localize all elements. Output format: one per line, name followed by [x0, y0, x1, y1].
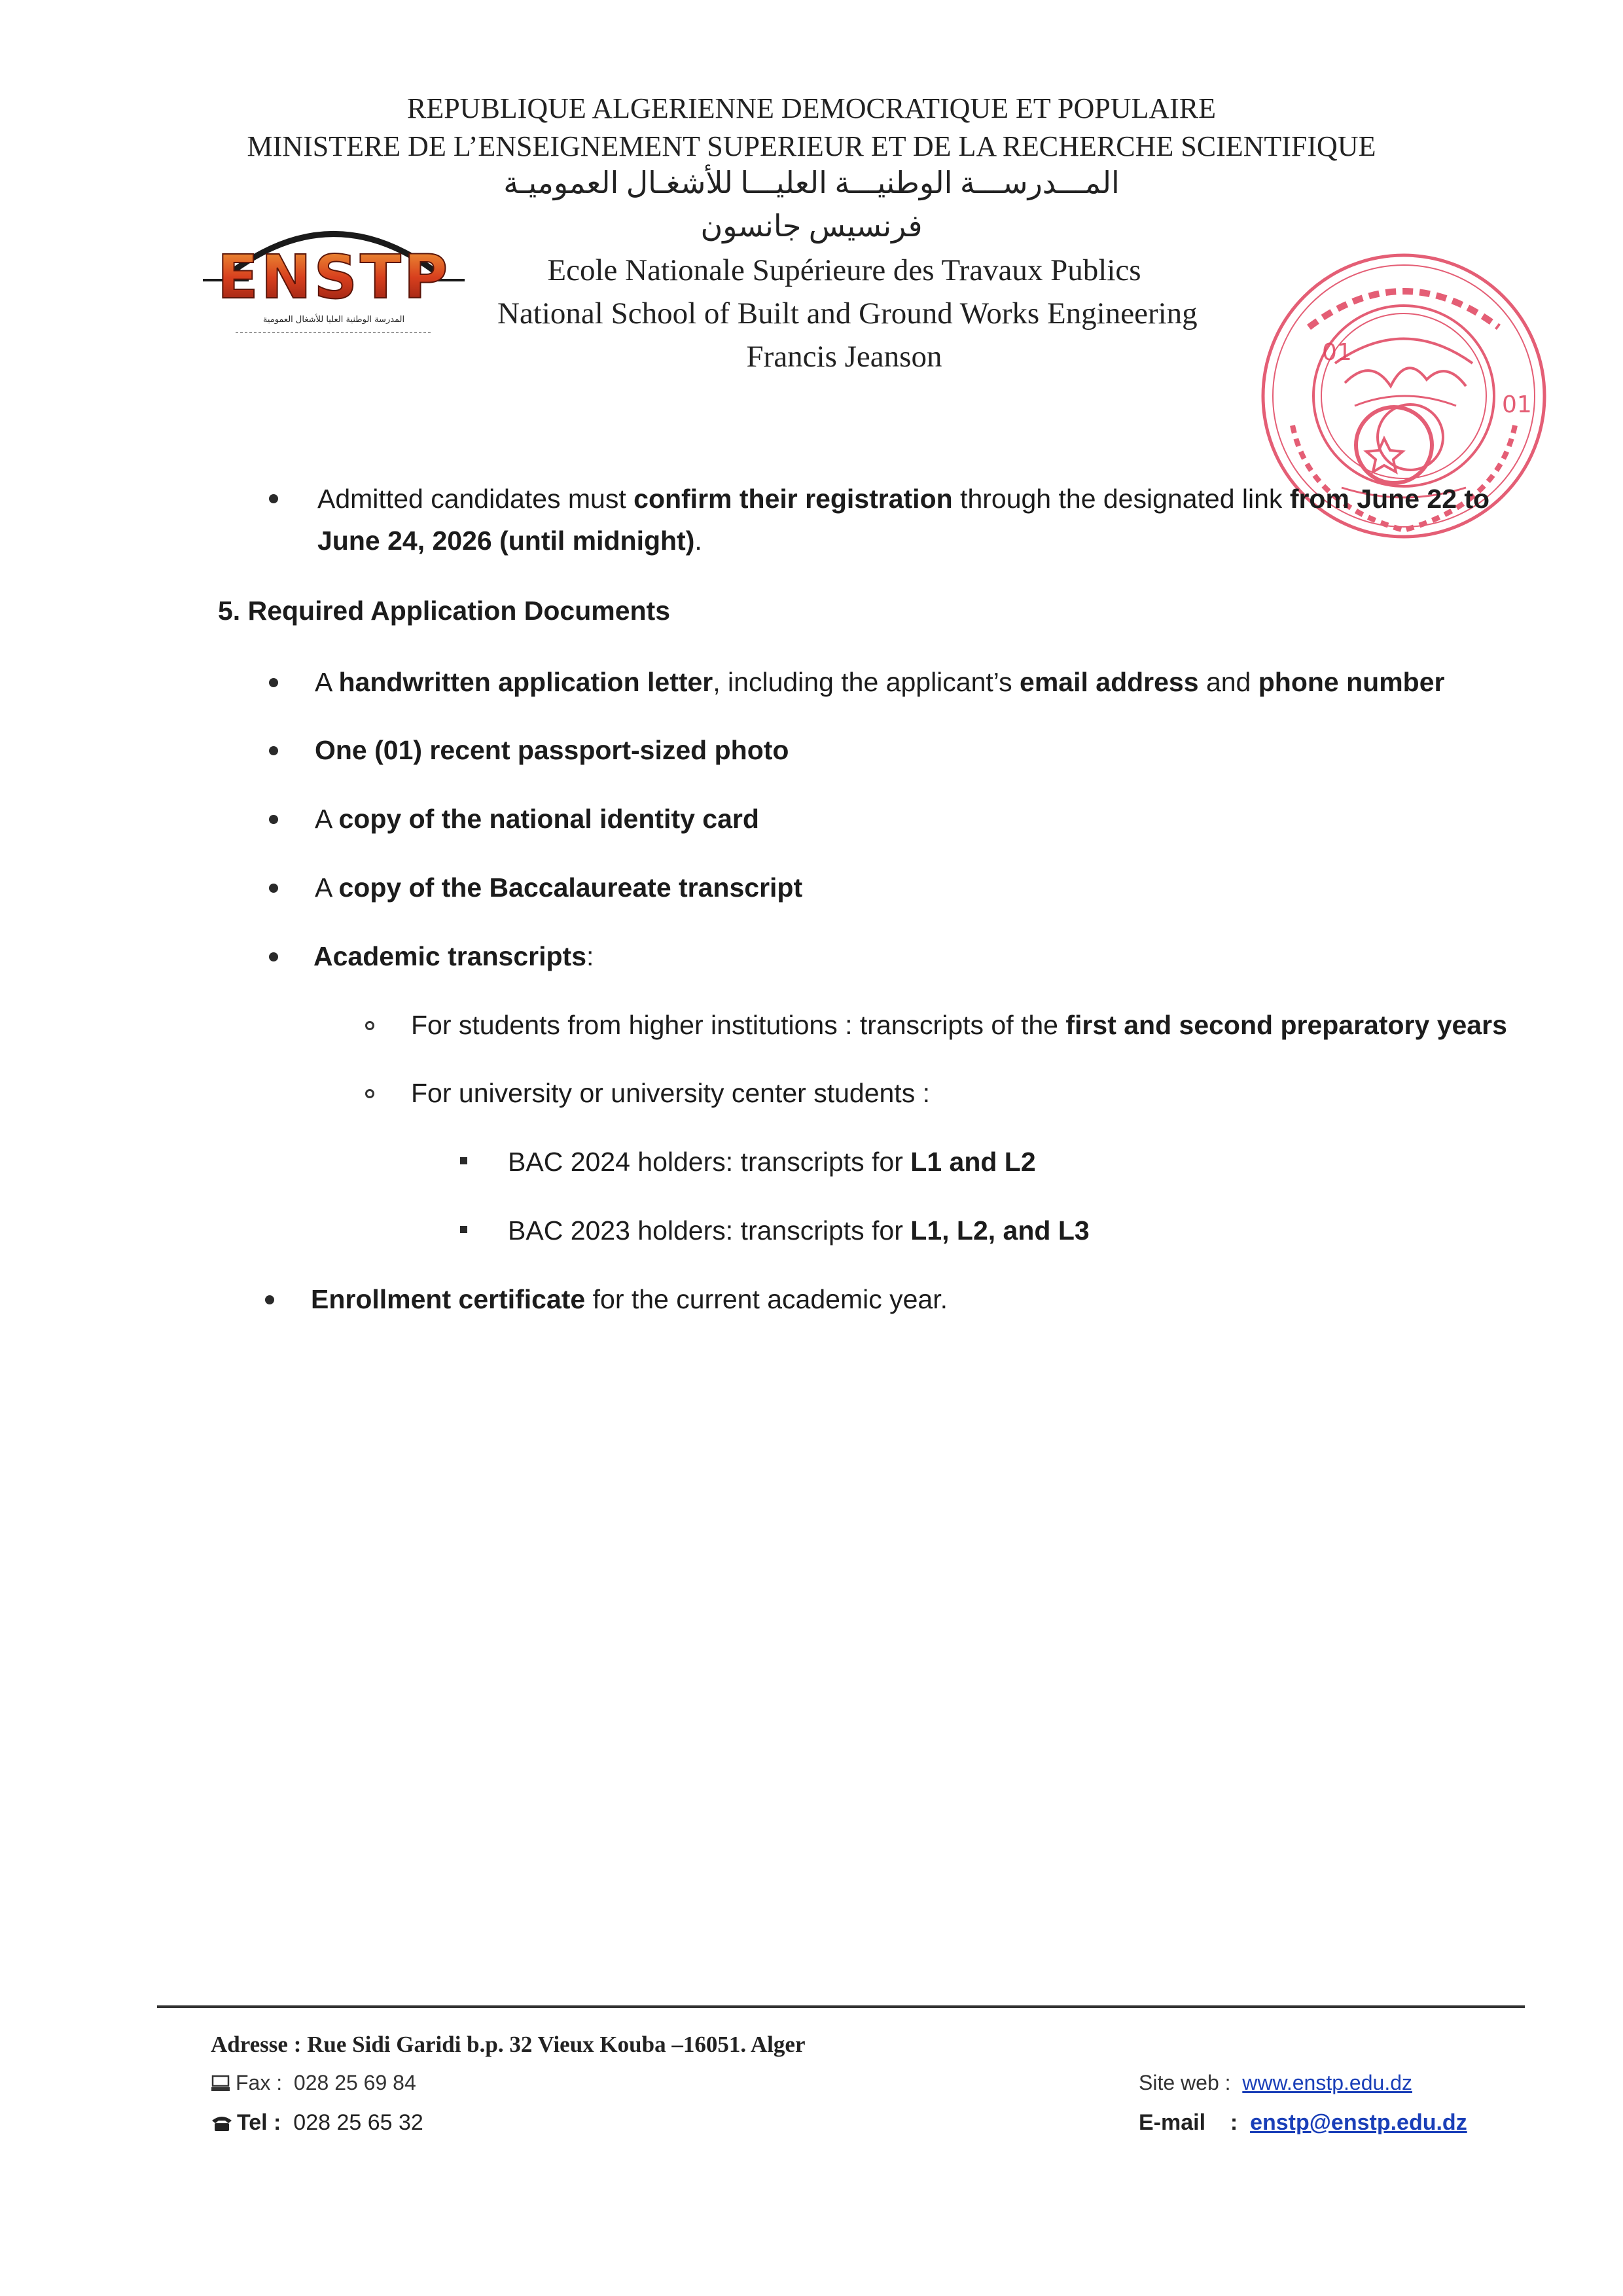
item-academic-transcripts — [313, 943, 594, 970]
tel-number: 028 25 65 32 — [293, 2110, 423, 2135]
tel-label: Tel : — [237, 2110, 281, 2135]
item-bold: Enrollment certificate — [311, 1284, 586, 1314]
item-bold: email address — [1020, 667, 1199, 697]
confirm-period: . — [694, 526, 702, 556]
item-bold: L1, L2, and L3 — [910, 1215, 1090, 1246]
square-bullet — [460, 1157, 467, 1164]
item-text: , including the applicant’s — [713, 667, 1020, 697]
item-text: BAC 2023 holders: transcripts for — [508, 1215, 911, 1246]
header-school-english: National School of Built and Ground Works Engineering — [497, 296, 1198, 331]
footer-website — [1139, 2072, 1412, 2093]
item-text: BAC 2024 holders: transcripts for — [508, 1147, 911, 1177]
bullet — [265, 1295, 274, 1304]
item-text: and — [1198, 667, 1258, 697]
item-identity-card — [315, 806, 759, 833]
item-bold: L1 and L2 — [910, 1147, 1036, 1177]
item-bold: copy of the Baccalaureate transcript — [338, 872, 803, 903]
logo-caption: المدرسة الوطنية العليا للأشغال العمومية — [262, 315, 405, 325]
website-link[interactable]: www.enstp.edu.dz — [1242, 2071, 1412, 2094]
square-bullet — [460, 1226, 467, 1233]
header-ministry: MINISTERE DE L’ENSEIGNEMENT SUPERIEUR ET DE LA RECHERCHE SCIENTIFIQUE — [247, 130, 1376, 162]
confirm-deadline: June 24, 2026 (until midnight) — [317, 526, 695, 556]
logo-letters: ENSTP — [217, 242, 451, 312]
item-photo — [315, 737, 789, 764]
fax-label: Fax : — [236, 2071, 283, 2094]
item-bold: first and second preparatory years — [1065, 1010, 1507, 1040]
confirm-line-2 — [317, 528, 702, 554]
item-bac-2024 — [508, 1149, 1036, 1175]
fax-number: 028 25 69 84 — [293, 2071, 416, 2094]
item-text: A — [315, 667, 339, 697]
confirm-text-1: Admitted candidates must — [317, 484, 634, 514]
stamp-number-left: 01 — [1322, 339, 1352, 366]
stamp-number-right: 01 — [1502, 391, 1532, 418]
email-label: E-mail — [1139, 2110, 1206, 2135]
item-bold: One (01) recent passport-sized photo — [315, 735, 789, 765]
section-heading: 5. Required Application Documents — [218, 596, 671, 626]
item-text: For students from higher institutions : transcripts of the — [411, 1010, 1066, 1040]
footer-fax — [211, 2072, 416, 2093]
header-name-arabic: فرنسيس جانسون — [700, 209, 923, 243]
header-school-french: Ecole Nationale Supérieure des Travaux Publics — [547, 253, 1141, 287]
item-text: for the current academic year. — [585, 1284, 948, 1314]
item-text: A — [315, 872, 339, 903]
footer-divider — [157, 2005, 1525, 2008]
item-text: : — [586, 941, 594, 971]
header-school-namesake: Francis Jeanson — [746, 340, 942, 374]
item-bac-2023 — [508, 1217, 1090, 1244]
phone-icon — [211, 2115, 233, 2132]
footer-tel — [211, 2111, 423, 2134]
item-bold: Academic transcripts — [313, 941, 587, 971]
footer-email — [1139, 2111, 1467, 2134]
bullet — [269, 746, 278, 755]
confirm-text-3: to — [1457, 484, 1490, 514]
bullet — [269, 815, 278, 824]
confirm-text-2: through the designated link — [952, 484, 1290, 514]
web-label: Site web : — [1139, 2071, 1231, 2094]
sub-bullet — [365, 1021, 374, 1030]
fax-icon — [211, 2075, 230, 2092]
item-baccalaureate — [315, 874, 802, 901]
confirm-bold-2: from June 22 — [1289, 484, 1457, 514]
confirm-bold-1: confirm their registration — [633, 484, 953, 514]
item-application-letter — [315, 669, 1444, 696]
item-enrollment-certificate — [311, 1286, 948, 1313]
confirm-line-1 — [317, 486, 1489, 512]
sub-bullet — [365, 1089, 374, 1098]
item-text: A — [315, 804, 339, 834]
item-bold: handwritten application letter — [338, 667, 713, 697]
item-higher-institutions — [411, 1012, 1507, 1039]
email-separator: : — [1230, 2110, 1238, 2135]
bullet — [269, 678, 278, 687]
enstp-logo — [196, 209, 471, 347]
item-university-students: For university or university center students : — [411, 1078, 930, 1108]
footer-address: Adresse : Rue Sidi Garidi b.p. 32 Vieux Kouba –16051. Alger — [211, 2032, 806, 2057]
header-school-arabic: المـــدرســـة الوطنيـــة العليـــا للأشغـال العموميـة — [503, 166, 1120, 200]
bullet — [269, 952, 278, 961]
bullet — [269, 884, 278, 893]
bullet — [269, 494, 278, 503]
item-bold: copy of the national identity card — [338, 804, 759, 834]
item-bold: phone number — [1258, 667, 1445, 697]
email-link[interactable]: enstp@enstp.edu.dz — [1250, 2110, 1467, 2135]
header-republic: REPUBLIQUE ALGERIENNE DEMOCRATIQUE ET POPULAIRE — [406, 92, 1217, 124]
